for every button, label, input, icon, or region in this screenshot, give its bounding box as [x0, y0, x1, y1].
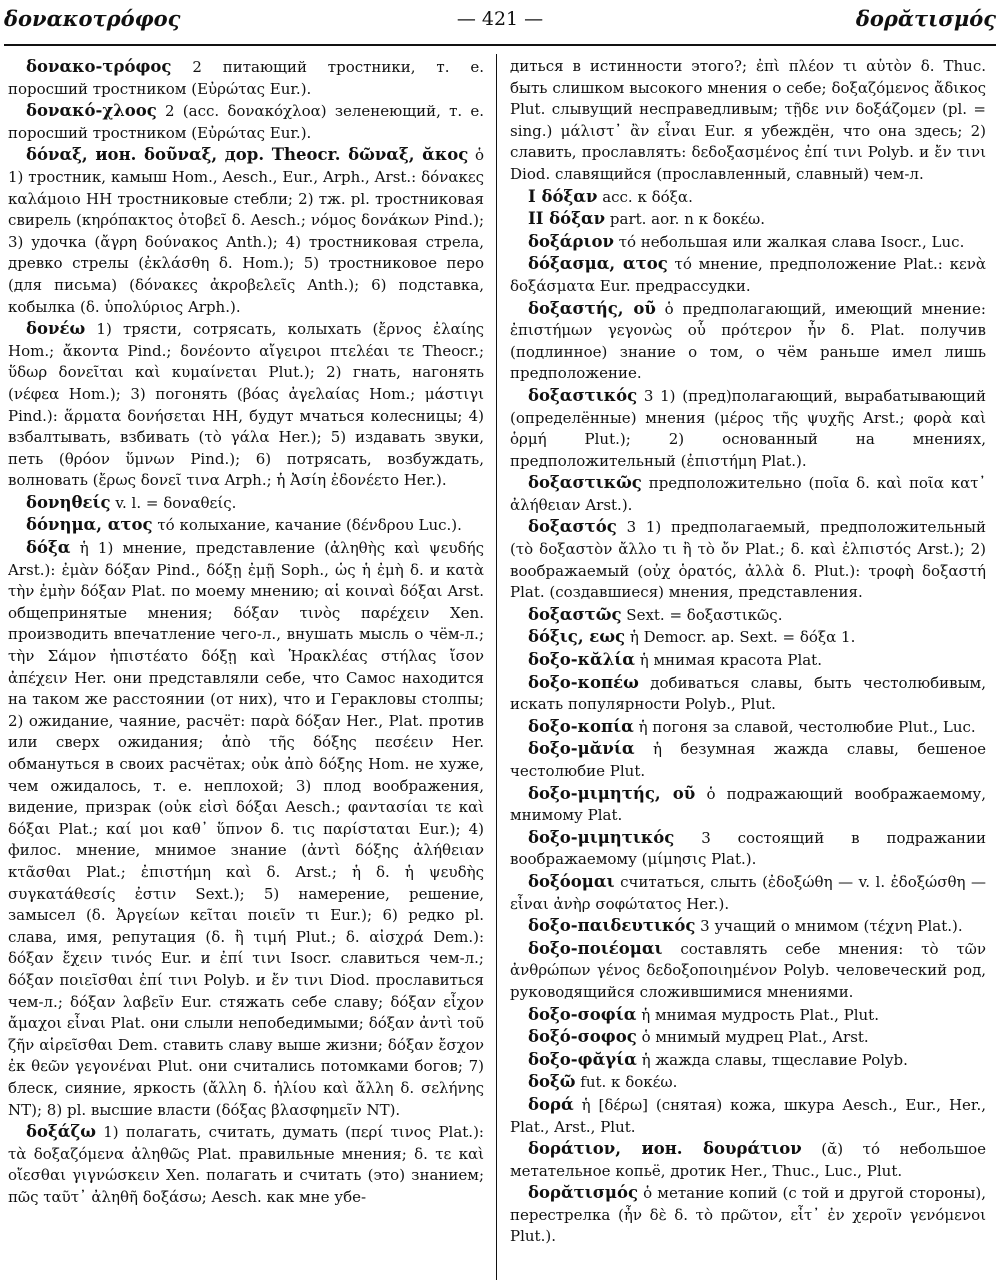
dictionary-entry	[510, 915, 986, 938]
entry-headword: δοξο-παιδευτικός	[528, 916, 696, 936]
dictionary-entry	[510, 208, 986, 231]
dictionary-entry	[510, 716, 986, 739]
dictionary-entry	[510, 672, 986, 716]
entry-headword: δόξις, εως	[528, 627, 626, 647]
dictionary-entry	[510, 1004, 986, 1027]
entry-headword: δοξο-ποιέομαι	[528, 938, 663, 958]
entry-headword: δόνημα, ατος	[26, 515, 153, 535]
dictionary-entry	[510, 516, 986, 603]
entry-definition: ἡ Democr. ap. Sext. = δόξα 1.	[629, 628, 856, 647]
dictionary-entry	[510, 385, 986, 472]
entry-definition: fut. к δοκέω.	[580, 1073, 678, 1092]
entry-definition: τό небольшая или жалкая слава Isocr., Luc.	[618, 232, 965, 251]
left-column	[8, 56, 484, 1282]
entry-headword: δοράτιον, ион. δουράτιον	[528, 1139, 802, 1159]
dictionary-entry	[510, 783, 986, 827]
dictionary-entry	[510, 1138, 986, 1182]
entry-headword: δοξαστός	[528, 517, 617, 537]
entry-headword: δοξό-σοφος	[528, 1027, 637, 1047]
dictionary-entry	[510, 298, 986, 385]
entry-definition: составлять себе мнения: τὸ τῶν ἀνθρώπων γένος δεδοξοποιημένον Polyb. человеческий род, руководящийся сложившимися мнениями.	[510, 939, 986, 1001]
entry-headword: δοξῶ	[528, 1072, 576, 1092]
entry-definition: ἡ мнимая красота Plat.	[639, 651, 822, 670]
dictionary-entry	[510, 231, 986, 254]
dictionary-entry	[8, 318, 484, 492]
entry-headword: δόξασμα, ατος	[528, 254, 668, 274]
entry-definition: 2 (acc. δονακόχλοα) зеленеющий, т. е. поросший тростником (Εὐρώτας Eur.).	[8, 102, 484, 142]
entry-definition: диться в истинности этого?; ἐπὶ πλέον τι αὑτὸν δ. Thuc. быть слишком высокого мнения о себе; δοξαζόμενος ἄδικος Plut. слывущий несправедливым; τῇδε νιν δοξάζομεν (pl. = sing.) μάλιστ᾿ ἂν εἶναι Eur. я убеждён, что она здесь; 2) славить, прославлять: δεδοξασμένος ἐπί τινι Polyb. и ἔν τινι Diod. славящийся (прославленный, славный) чем-л.	[510, 57, 986, 183]
dictionary-entry	[510, 871, 986, 915]
entry-definition: ἡ погоня за славой, честолюбие Plut., Luc.	[638, 717, 976, 736]
entry-definition: ὁ мнимый мудрец Plat., Arst.	[641, 1028, 869, 1047]
entry-headword: δόξα	[26, 538, 71, 558]
entry-headword: δόναξ, ион. δοῦναξ, дор. Theocr. δῶναξ, ᾰκος	[26, 145, 469, 165]
entry-headword: δοξο-μιμητικός	[528, 827, 675, 847]
column-divider	[496, 54, 497, 1280]
right-running-headword: δορᾰτισμός	[855, 6, 996, 31]
entry-headword: δοξο-κοπία	[528, 716, 634, 736]
entry-definition: считаться, слыть (ἐδοξώθη — v. l. ἐδοξώσθη — εἶναι ἀνὴρ σοφώτατος Her.).	[510, 872, 986, 913]
dictionary-entry	[8, 492, 484, 515]
dictionary-entry	[510, 649, 986, 672]
entry-headword: I δόξαν	[528, 186, 598, 206]
entry-definition: ἡ [δέρω] (снятая) кожа, шкура Aesch., Eur., Her., Plat., Arst., Plut.	[510, 1095, 986, 1136]
entry-definition: τό колыхание, качание (δένδρου Luc.).	[157, 516, 462, 535]
dictionary-entry	[510, 472, 986, 516]
entry-definition: τό мнение, предположение Plat.: κενὰ δοξάσματα Eur. предрассудки.	[510, 255, 986, 295]
entry-definition: 3 1) (пред)полагающий, вырабатывающий (определённые) мнения (μέρος τῆς ψυχῆς Arst.; φορὰ καὶ ὁρμή Plut.); 2) основанный на мнениях, предположительный (ἐπιστήμη Plat.).	[510, 386, 986, 470]
dictionary-entry	[510, 253, 986, 297]
entry-definition: (ᾰ) τό небольшое метательное копьё, дротик Her., Thuc., Luc., Plut.	[510, 1140, 986, 1180]
entry-definition: 3 1) предполагаемый, предположительный (τὸ δοξαστὸν ἄλλο τι ἢ τὸ ὄν Plat.; δ. καὶ ἐλπιστός Arst.); 2) воображаемый (οὐχ ὁρατός, ἀλλὰ δ. Plut.): τροφὴ δοξαστή Plat. (создавшиеся) мнения, представления.	[510, 518, 986, 602]
header-rule	[4, 44, 996, 46]
entry-headword: δοξο-μᾰνία	[528, 739, 635, 759]
entry-headword: δοξο-σοφία	[528, 1004, 637, 1024]
entry-definition: предположительно (ποῖα δ. καὶ ποῖα κατ᾿ ἀλήθειαν Arst.).	[510, 474, 986, 514]
entry-definition: ὁ предполагающий, имеющий мнение: ἐπιστήμων γεγονὼς οὗ πρότερον ἦν δ. Plat. получив (подлинное) знание о том, о чём раньше имел лишь предположение.	[510, 299, 986, 383]
entry-headword: δοξο-κᾰλία	[528, 650, 635, 670]
page-header	[4, 6, 996, 46]
entry-definition: ὁ подражающий воображаемому, мнимому Plat.	[510, 784, 986, 825]
entry-definition: 1) полагать, считать, думать (περί τινος Plat.): τὰ δοξαζόμενα ἀληθῶς Plat. правильные мнения; δ. τε καὶ οἴεσθαι γιγνώσκειν Xen. полагать и считать (это) знанием; πῶς ταῦτ᾿ ἀληθῆ δοξάσω; Aesch. как мне убе-	[8, 1123, 484, 1206]
dictionary-entry	[8, 144, 484, 318]
entry-headword: δοξαστικῶς	[528, 473, 642, 493]
right-column	[510, 56, 986, 1282]
entry-definition: 3 состоящий в подражании воображаемому (μίμησις Plat.).	[510, 828, 986, 869]
entry-headword: δοξάριον	[528, 231, 614, 251]
entry-definition: ἡ 1) мнение, представление (ἀληθὴς καὶ ψευδής Arst.): ἐμὰν δόξαν Pind., δόξῃ ἐμῇ Soph., ὡς ἡ ἐμὴ δ. и κατὰ τὴν ἐμὴν δόξαν Plat. по моему мнению; αἱ κοιναὶ δόξαι Arst. общепринятые мнения; δόξαν τινὸς παρέχειν Xen. производить впечатление чего-л., внушать мысль о чём-л.; τὴν Σάμον ἠπιστέατο δόξῃ καὶ Ἡρακλέας στήλας ἴσον ἀπέχειν Her. они представляли себе, что Самос находится на таком же расстоянии (от них), что и Геракловы столпы; 2) ожидание, чаяние, расчёт: παρὰ δόξαν Her., Plat. против или сверх ожидания; ἀπὸ τῆς δόξης πεσέειν Her. обмануться в своих расчётах; οὐκ ἀπὸ δόξης Hom. не хуже, чем ожидалось, т. е. неплохой; 3) плод воображения, видение, призрак (οὐκ εἰσὶ δόξαι Aesch.; φαντασίαι τε καὶ δόξαι Plat.; καί μοι καθ᾿ ὕπνον δ. τις παρίσταται Eur.); 4) филос. мнение, мнимое знание (ἀντὶ δόξης ἀλήθειαν κτᾶσθαι Plat.; ἐπιστήμη καὶ δ. Arst.; ἡ δ. ἡ ψευδὴς συγκατάθεσίς ἐστιν Sext.); 5) намерение, решение, замысел (δ. Ἀργείων κεῖται ποιεῖν τι Eur.); 6) редко pl. слава, имя, репутация (δ. ἢ τιμή Plut.; δ. αἰσχρά Dem.): δόξαν ἔχειν τινός Eur. и ἐπί τινι Isocr. славиться чем-л.; δόξαν ποιεῖσθαι ἐπί τινι Polyb. и ἔν τινι Diod. прославиться чем-л.; δόξαν λαβεῖν Eur. стяжать себе славу; δόξαν εἶχον ἄμαχοι εἶναι Plat. они слыли непобедимыми; δόξαν ἀντὶ τοῦ ζῆν αἱρεῖσθαι Dem. ставить славу выше жизни; δόξαν ἔσχον ἐκ θεῶν γεγονέναι Plut. они считались потомками богов; 7) блеск, сияние, яркость (ἄλλη δ. ἡλίου καὶ ἄλλη δ. σελήνης NT); 8) pl. высшие власти (δόξας βλασφημεῖν NT).	[8, 539, 484, 1119]
entry-headword: δονακό-χλοος	[26, 101, 157, 121]
entry-headword: δοξόομαι	[528, 871, 615, 891]
dictionary-entry	[510, 626, 986, 649]
dictionary-entry	[510, 1094, 986, 1138]
dictionary-entry	[510, 186, 986, 209]
dictionary-entry	[510, 56, 986, 186]
entry-headword: δοξαστικός	[528, 385, 638, 405]
entry-headword: δοξο-φᾰγία	[528, 1049, 637, 1069]
dictionary-entry	[510, 1071, 986, 1094]
entry-definition: part. aor. n к δοκέω.	[609, 210, 765, 229]
dictionary-entry	[510, 938, 986, 1004]
entry-headword: δορά	[528, 1094, 574, 1114]
entry-headword: δονακο-τρόφος	[26, 57, 172, 76]
entry-headword: δονέω	[26, 319, 86, 339]
entry-headword: δοξαστῶς	[528, 604, 622, 624]
dictionary-entry	[510, 1049, 986, 1072]
entry-definition: Sext. = δοξαστικῶς.	[626, 605, 783, 624]
entry-definition: ἡ жажда славы, тщеславие Polyb.	[641, 1050, 908, 1069]
dictionary-entry	[510, 1026, 986, 1049]
entry-headword: δονηθείς	[26, 492, 111, 512]
dictionary-entry	[510, 604, 986, 627]
dictionary-entry	[510, 738, 986, 782]
entry-definition: v. l. = δοναθείς.	[115, 493, 237, 512]
dictionary-entry	[510, 1182, 986, 1248]
entry-definition: 1) трясти, сотрясать, колыхать (ἔρνος ἐλαίης Hom.; ἄκοντα Pind.; δονέοντο αἴγειροι πτελέαι τε Theocr.; ὕδωρ δονεῖται καὶ κυμαίνεται Plut.); 2) гнать, нагонять (νέφεα Hom.); 3) погонять (βόας ἀγελαίας Hom.; μάστιγι Pind.): ἅρματα δονήσεται НН, будут мчаться колесницы; 4) взбалтывать, взбивать (τὸ γάλα Her.); 5) издавать звуки, петь (θρόον ὕμνων Pind.); 6) потрясать, возбуждать, волновать (ἔρως δονεῖ τινα Arph.; ἡ Ἀσίη ἐδονέετο Her.).	[8, 320, 484, 490]
entry-definition: ὁ метание копий (с той и другой стороны), перестрелка (ἦν δὲ δ. τὸ πρῶτον, εἶτ᾿ ἐν χεροῖν γενόμενοι Plut.).	[510, 1184, 986, 1246]
dictionary-entry	[8, 514, 484, 537]
entry-definition: ἡ безумная жажда славы, бешеное честолюбие Plut.	[510, 740, 986, 780]
entry-headword: δοξάζω	[26, 1122, 96, 1142]
entry-headword: δοξο-μιμητής, οῦ	[528, 783, 696, 803]
left-running-headword: δονακοτρόφος	[4, 6, 181, 31]
entry-headword: δοξο-κοπέω	[528, 672, 639, 692]
entry-definition: ἡ мнимая мудрость Plat., Plut.	[641, 1005, 879, 1024]
entry-headword: δορᾰτισμός	[528, 1183, 639, 1203]
dictionary-entry	[8, 56, 484, 100]
entry-definition: acc. к δόξα.	[602, 187, 693, 206]
dictionary-entry	[8, 100, 484, 144]
dictionary-entry	[8, 1121, 484, 1208]
dictionary-entry	[510, 827, 986, 871]
entry-headword: δοξαστής, οῦ	[528, 298, 656, 318]
page-number: — 421 —	[456, 8, 544, 30]
entry-headword: II δόξαν	[528, 209, 606, 229]
entry-definition: ὁ 1) тростник, камыш Hom., Aesch., Eur., Arph., Arst.: δόνακες καλάμοιο НН тростниковые стебли; 2) тж. pl. тростниковая свирель (κηρόπακτος ὀτοβεῖ δ. Aesch.; νόμος δονάκων Pind.); 3) удочка (ἄγρη δούνακος Anth.); 4) тростниковая стрела, древко стрелы (ἐκλάσθη δ. Hom.); 5) тростниковое перо (для письма) (δόνακες ἀκροβελεῖς Anth.); 6) подставка, кобылка (δ. ὑπολύριος Arph.).	[8, 146, 484, 316]
dictionary-entry	[8, 537, 484, 1121]
entry-definition: 3 учащий о мнимом (τέχνη Plat.).	[700, 917, 963, 936]
entry-definition: 2 питающий тростники, т. е. поросший тростником (Εὐρώτας Eur.).	[8, 58, 484, 98]
entry-definition: добиваться славы, быть честолюбивым, искать популярности Polyb., Plut.	[510, 673, 986, 714]
